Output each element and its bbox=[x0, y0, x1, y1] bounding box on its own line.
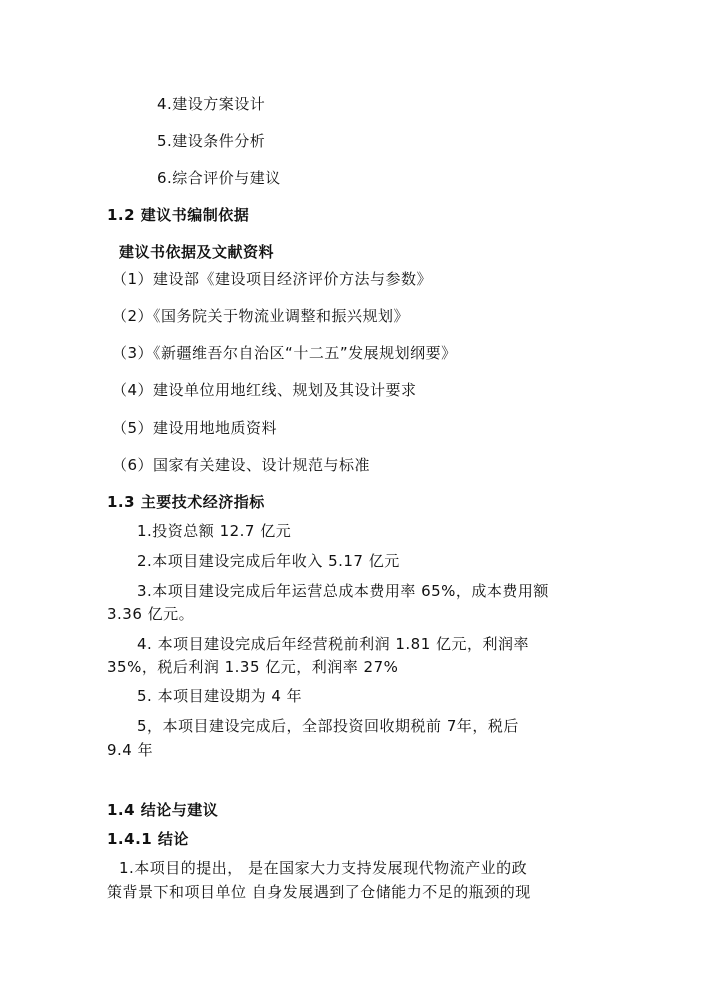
list-item: 6.综合评价与建议 bbox=[157, 169, 281, 187]
indicator-item: 5. 本项目建设期为 4 年 bbox=[137, 687, 303, 705]
reference-item: （4）建设单位用地红线、规划及其设计要求 bbox=[112, 381, 417, 399]
indicator-item: 5，本项目建设完成后，全部投资回收期税前 7年，税后 bbox=[137, 717, 519, 735]
reference-item: （3）《新疆维吾尔自治区“十二五”发展规划纲要》 bbox=[112, 344, 457, 362]
section-heading: 1.4 结论与建议 bbox=[107, 801, 219, 819]
section-subheading: 建议书依据及文献资料 bbox=[119, 243, 275, 261]
indicator-item: 4. 本项目建设完成后年经营税前利润 1.81 亿元，利润率 bbox=[137, 635, 530, 653]
indicator-item: 1.投资总额 12.7 亿元 bbox=[137, 522, 292, 540]
reference-item: （6）国家有关建设、设计规范与标准 bbox=[112, 456, 371, 474]
section-heading: 1.2 建议书编制依据 bbox=[107, 206, 250, 224]
reference-item: （1）建设部《建设项目经济评价方法与参数》 bbox=[112, 270, 433, 288]
paragraph-line: 策背景下和项目单位 自身发展遇到了仓储能力不足的瓶颈的现 bbox=[107, 883, 531, 901]
section-heading: 1.3 主要技术经济指标 bbox=[107, 493, 265, 511]
indicator-item-continuation: 35%，税后利润 1.35 亿元，利润率 27% bbox=[107, 658, 399, 676]
indicator-item-continuation: 3.36 亿元。 bbox=[107, 605, 195, 623]
paragraph-line: 1.本项目的提出， 是在国家大力支持发展现代物流产业的政 bbox=[119, 859, 528, 877]
indicator-item-continuation: 9.4 年 bbox=[107, 741, 154, 759]
indicator-item: 3.本项目建设完成后年运营总成本费用率 65%，成本费用额 bbox=[137, 582, 549, 600]
reference-item: （5）建设用地地质资料 bbox=[112, 419, 278, 437]
section-subheading: 1.4.1 结论 bbox=[107, 830, 189, 848]
list-item: 5.建设条件分析 bbox=[157, 132, 266, 150]
reference-item: （2）《国务院关于物流业调整和振兴规划》 bbox=[112, 307, 410, 325]
list-item: 4.建设方案设计 bbox=[157, 95, 266, 113]
indicator-item: 2.本项目建设完成后年收入 5.17 亿元 bbox=[137, 552, 400, 570]
